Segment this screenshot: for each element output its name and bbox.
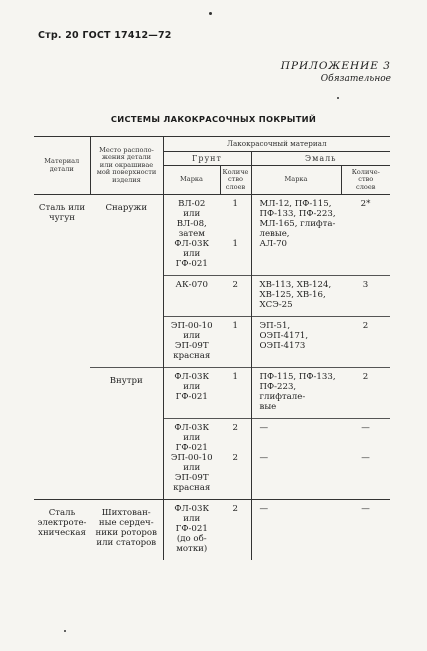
- cell-primer-brand-line: ФЛ-03К: [174, 372, 210, 383]
- cell-enamel-layers-line: [343, 433, 388, 443]
- cell-material-line: Сталь или: [38, 203, 86, 214]
- cell-primer-layers-line: [222, 229, 249, 239]
- table-row: [34, 276, 390, 317]
- cell-primer-layers: [220, 500, 251, 561]
- cell-primer-layers-line: 1: [232, 239, 238, 250]
- header-primer-brand: [163, 166, 220, 195]
- header-line: Количе-: [351, 167, 380, 176]
- cell-enamel-layers-line: —: [361, 453, 370, 464]
- header-line: Место располо-: [99, 145, 154, 154]
- cell-enamel-brand: [251, 276, 341, 317]
- table-row: [34, 419, 390, 500]
- cell-location: [90, 368, 163, 419]
- cell-primer-brand-line: мотки): [176, 544, 208, 555]
- cell-primer-brand-line: или: [183, 209, 201, 220]
- document-title: СИСТЕМЫ ЛАКОКРАСОЧНЫХ ПОКРЫТИЙ: [110, 114, 317, 124]
- cell-primer-layers-line: 1: [232, 321, 238, 332]
- cell-location-line: ные сердеч-: [98, 518, 154, 529]
- header-paint-label: Лакокрасочный материал: [227, 139, 327, 148]
- cell-material: [34, 276, 90, 317]
- cell-enamel-brand: [251, 419, 341, 500]
- cell-primer-brand: [163, 195, 220, 276]
- cell-primer-layers-line: 1: [232, 372, 238, 383]
- cell-enamel-brand: [251, 368, 341, 419]
- cell-primer-brand-line: красная: [173, 483, 211, 494]
- cell-primer-brand-line: ГФ-021: [175, 392, 208, 403]
- cell-primer-brand: [163, 500, 220, 561]
- cell-enamel-brand: [251, 195, 341, 276]
- header-material: [34, 137, 90, 195]
- cell-primer-brand-line: ВЛ-02: [178, 199, 206, 210]
- cell-primer-brand-line: ЭП-09Т: [174, 341, 209, 352]
- header-line: ство: [358, 175, 374, 184]
- cell-primer-brand-line: или: [183, 514, 201, 525]
- cell-enamel-brand-line: [260, 443, 340, 453]
- cell-primer-brand-line: или: [183, 331, 201, 342]
- cell-primer-brand-line: ЭП-00-10: [170, 321, 213, 332]
- cell-primer-brand-line: ГФ-021: [175, 443, 208, 454]
- table-body: [34, 195, 390, 561]
- cell-enamel-brand: [251, 317, 341, 368]
- cell-primer-layers: [220, 419, 251, 500]
- ink-speck: [64, 630, 66, 632]
- cell-enamel-layers-line: 2: [362, 372, 369, 383]
- header-location: [90, 137, 163, 195]
- cell-primer-layers: [220, 276, 251, 317]
- header-enamel-brand-label: Марка: [284, 175, 308, 184]
- cell-enamel-brand-line: ПФ-115, ПФ-133,: [259, 372, 336, 383]
- cell-primer-layers-line: [222, 443, 249, 453]
- ink-speck: [209, 12, 212, 15]
- cell-enamel-layers: [341, 276, 390, 317]
- cell-enamel-brand-line: АЛ-70: [259, 239, 288, 250]
- cell-enamel-brand-line: ХВ-125, ХВ-16,: [259, 290, 326, 301]
- cell-primer-brand-line: ФЛ-03К: [174, 423, 210, 434]
- cell-location: [90, 195, 163, 276]
- header-line: мой поверхности: [96, 168, 157, 177]
- cell-primer-brand: [163, 317, 220, 368]
- cell-enamel-layers-line: 2*: [360, 199, 371, 210]
- cell-primer-layers-line: 2: [232, 280, 238, 291]
- cell-primer-brand: [163, 368, 220, 419]
- cell-enamel-layers: [341, 500, 390, 561]
- header-line: Материал: [44, 157, 80, 165]
- cell-primer-brand-line: затем: [178, 229, 205, 240]
- cell-location: [90, 317, 163, 368]
- cell-enamel-brand-line: вые: [259, 402, 277, 413]
- cell-enamel-layers: [341, 368, 390, 419]
- cell-material-line: чугун: [48, 213, 76, 224]
- header-enamel-layers: [341, 166, 390, 195]
- cell-material: [34, 317, 90, 368]
- cell-enamel-layers-line: —: [361, 504, 370, 515]
- cell-enamel-layers-line: 2: [362, 321, 369, 332]
- cell-enamel-brand-line: левые,: [259, 229, 290, 240]
- cell-primer-brand-line: или: [183, 433, 201, 444]
- cell-enamel-brand-line: ХСЭ-25: [259, 300, 293, 311]
- header-paint-material: [163, 137, 390, 152]
- header-primer-brand-label: Марка: [180, 175, 203, 184]
- header-primer: [163, 151, 251, 166]
- cell-material-line: электроте-: [37, 518, 87, 529]
- cell-enamel-brand-line: ЭП-51, ОЭП-4171,: [259, 321, 309, 342]
- cell-enamel-layers-line: [343, 443, 388, 453]
- cell-material: [34, 368, 90, 419]
- cell-enamel-brand-line: —: [259, 423, 269, 434]
- cell-enamel-layers: [341, 419, 390, 500]
- cell-primer-brand-line: ЭП-09Т: [174, 473, 209, 484]
- header-enamel: [251, 151, 390, 166]
- cell-material: [34, 500, 90, 561]
- cell-primer-brand-line: АК-070: [175, 280, 208, 291]
- cell-primer-brand: [163, 276, 220, 317]
- cell-primer-brand-line: ФЛ-03К: [174, 239, 210, 250]
- header-primer-layers: [220, 166, 251, 195]
- cell-location-line: или статоров: [96, 538, 157, 549]
- table-row: [34, 368, 390, 419]
- cell-primer-brand-line: ГФ-021: [175, 259, 208, 270]
- header-line: жения детали: [101, 153, 152, 162]
- cell-primer-layers-line: 2: [232, 423, 238, 434]
- cell-enamel-brand-line: МЛ-12, ПФ-115,: [259, 199, 332, 210]
- ink-speck: [337, 97, 339, 99]
- cell-location-line: Снаружи: [105, 203, 148, 214]
- header-enamel-label: Эмаль: [304, 153, 337, 163]
- cell-enamel-brand-line: МЛ-165, глифта-: [259, 219, 336, 230]
- cell-enamel-brand-line: ХВ-113, ХВ-124,: [259, 280, 332, 291]
- cell-enamel-layers: [341, 317, 390, 368]
- coating-systems-table: [34, 136, 390, 560]
- cell-primer-brand-line: (до об-: [176, 534, 207, 545]
- cell-primer-brand-line: или: [183, 249, 201, 260]
- cell-location-line: Шихтован-: [101, 508, 151, 519]
- cell-primer-layers-line: 2: [232, 453, 238, 464]
- cell-primer-layers-line: [222, 209, 249, 219]
- cell-enamel-brand: [251, 500, 341, 561]
- cell-location: [90, 419, 163, 500]
- cell-primer-brand-line: ГФ-021: [175, 524, 208, 535]
- cell-location-line: Внутри: [109, 376, 143, 387]
- table-row: [34, 317, 390, 368]
- cell-primer-brand-line: или: [183, 463, 201, 474]
- cell-primer-layers: [220, 368, 251, 419]
- cell-primer-layers-line: [222, 433, 249, 443]
- cell-enamel-brand-line: [260, 433, 340, 443]
- cell-primer-brand-line: или: [183, 382, 201, 393]
- cell-location-line: ники роторов: [95, 528, 157, 539]
- cell-primer-layers-line: 2: [232, 504, 238, 515]
- header-primer-label: Грунт: [192, 153, 222, 163]
- cell-location: [90, 276, 163, 317]
- table-row: [34, 195, 390, 276]
- cell-enamel-layers: [341, 195, 390, 276]
- header-line: Количе: [222, 167, 249, 176]
- cell-primer-brand-line: красная: [173, 351, 211, 362]
- cell-enamel-brand-line: —: [259, 504, 269, 515]
- cell-material: [34, 419, 90, 500]
- cell-primer-layers-line: [222, 219, 249, 229]
- cell-enamel-layers-line: —: [361, 423, 370, 434]
- header-line: или окрашивае: [99, 160, 154, 169]
- cell-enamel-brand-line: ПФ-133, ПФ-223,: [259, 209, 336, 220]
- cell-location: [90, 500, 163, 561]
- appendix-title: ПРИЛОЖЕНИЕ 3: [280, 60, 391, 72]
- cell-material: [34, 195, 90, 276]
- cell-primer-brand-line: ВЛ-08,: [176, 219, 207, 230]
- header-enamel-brand: [251, 166, 341, 195]
- header-line: ство: [227, 175, 244, 184]
- cell-material-line: хническая: [38, 528, 86, 539]
- cell-primer-layers-line: 1: [232, 199, 238, 210]
- cell-primer-layers: [220, 317, 251, 368]
- table-row: [34, 500, 390, 561]
- cell-primer-layers: [220, 195, 251, 276]
- cell-enamel-brand-line: ОЭП-4173: [259, 341, 306, 352]
- cell-material-line: Сталь: [48, 508, 76, 519]
- header-line: детали: [49, 164, 74, 173]
- cell-primer-brand-line: ФЛ-03К: [174, 504, 210, 515]
- header-line: слоев: [356, 182, 376, 191]
- cell-primer-brand-line: ЭП-00-10: [170, 453, 213, 464]
- cell-enamel-layers-line: 3: [362, 280, 369, 291]
- appendix-block: [281, 60, 391, 86]
- page-header: Стр. 20 ГОСТ 17412—72: [38, 30, 172, 41]
- appendix-subtitle: Обязательное: [320, 74, 391, 84]
- cell-enamel-brand-line: —: [259, 453, 269, 464]
- header-line: слоев: [225, 182, 246, 191]
- cell-primer-brand: [163, 419, 220, 500]
- header-line: изделия: [112, 175, 141, 184]
- cell-enamel-brand-line: ПФ-223, глифтале-: [259, 382, 306, 403]
